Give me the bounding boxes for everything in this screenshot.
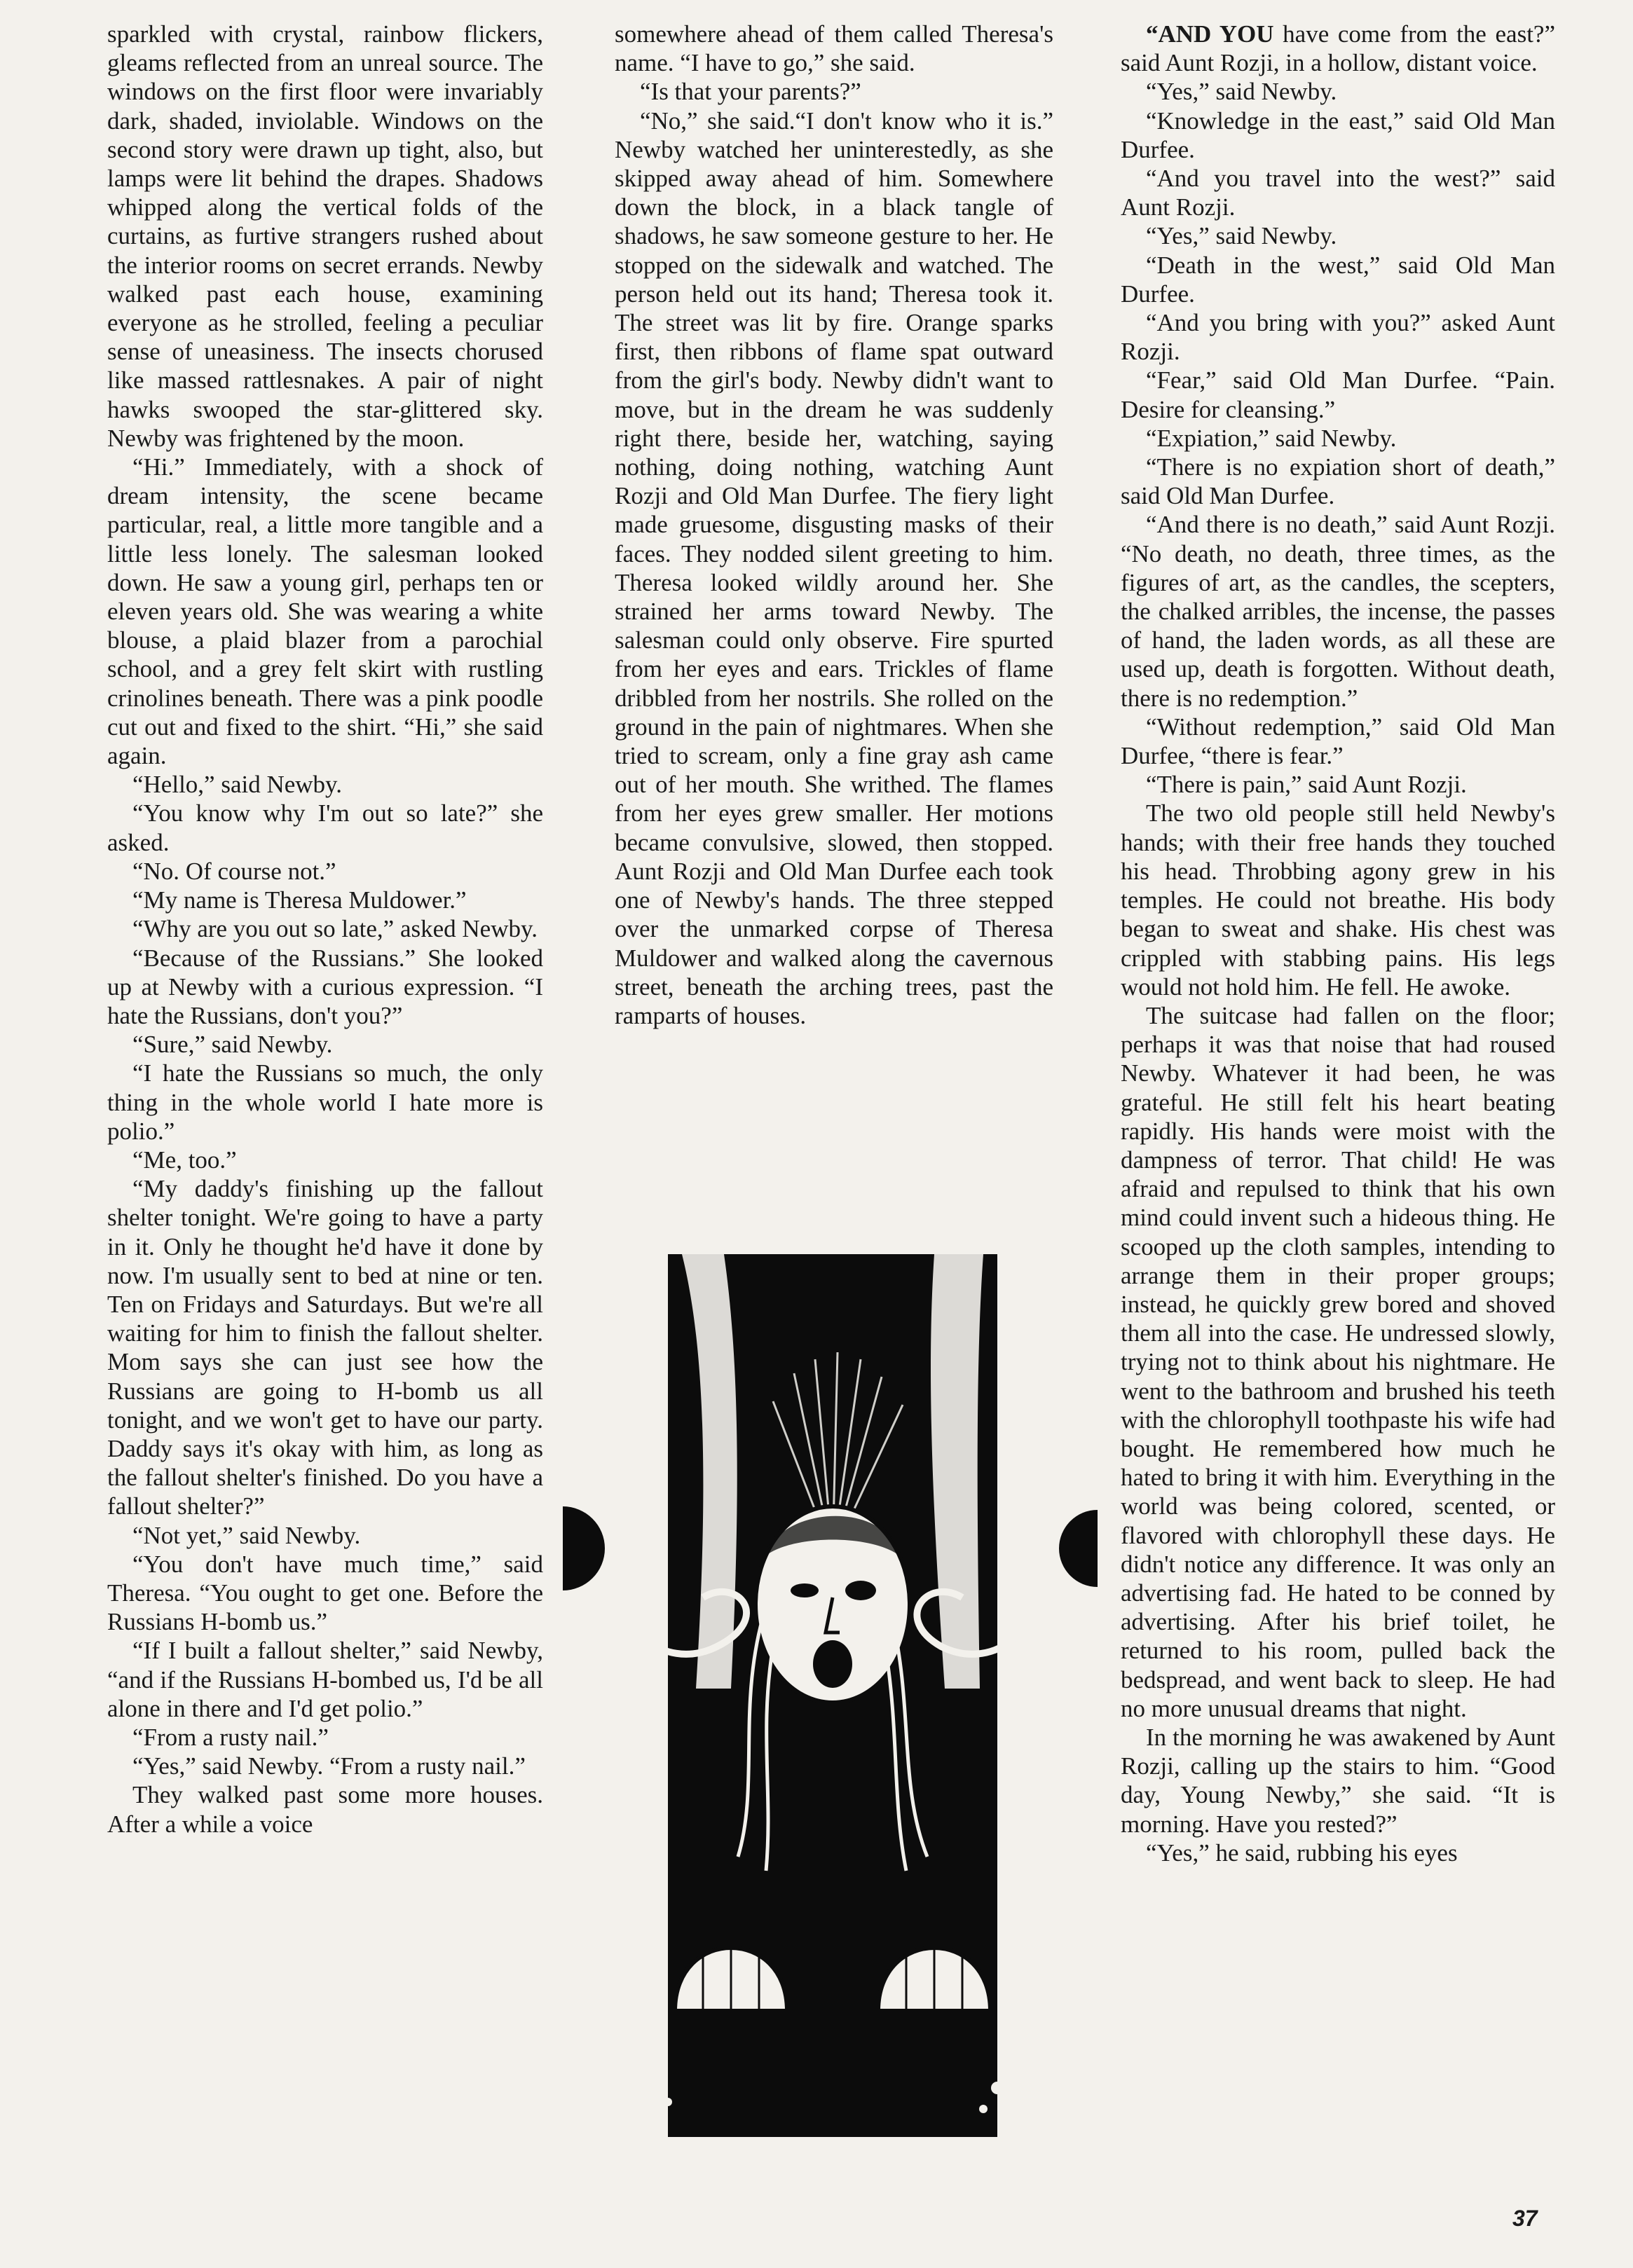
paragraph: “Without redemption,” said Old Man Durfee, “there is fear.”	[1121, 713, 1555, 770]
paragraph: “Sure,” said Newby.	[132, 1031, 333, 1059]
paragraph	[1121, 20, 1555, 77]
paragraph: “Expiation,” said Newby.	[1146, 424, 1397, 452]
paragraph: “Is that your parents?”	[640, 78, 861, 106]
text-column-3	[1121, 20, 1555, 1867]
paragraph: “Me, too.”	[132, 1146, 237, 1174]
paragraph: “No,” she said.“I don't know who it is.” Newby watched her uninterestedly, as she skipped away ahead of him. Somewhere down the block, in a black tangle of shadows, he saw someone gesture to her. He stopped on the sidewalk and watched. The person held out its hand; Theresa took it. The street was lit by fire. Orange sparks first, then ribbons of flame spat outward from the girl's body. Newby didn't want to move, but in the dream he was suddenly right there, beside her, watching, saying nothing, doing nothing, watching Aunt Rozji and Old Man Durfee. The fiery light made gruesome, disgusting masks of their faces. They nodded silent greeting to him. Theresa looked wildly around her. She strained her arms toward Newby. The salesman could only observe. Fire spurted from her eyes and ears. Trickles of flame dribbled from her nostrils. She rolled on the ground in the pain of nightmares. When she tried to scream, only a fine gray ash came out of her mouth. She writhed. The flames from her eyes grew smaller. Her motions became convulsive, slowed, then stopped. Aunt Rozji and Old Man Durfee each took one of Newby's hands. The three stepped over the unmarked corpse of Theresa Muldower and walked along the cavernous street, beneath the arching trees, past the ramparts of houses.	[615, 106, 1053, 1029]
paragraph: “No. Of course not.”	[132, 857, 336, 885]
section-lead-in: “AND YOU	[1146, 20, 1274, 48]
paragraph-text: have come from the east?” said Aunt Rozji, in a hollow, distant voice.	[1121, 20, 1555, 77]
paragraph: “Yes,” he said, rubbing his eyes	[1146, 1839, 1458, 1867]
paragraph: “From a rusty nail.”	[132, 1723, 329, 1751]
paragraph: The suitcase had fallen on the floor; perhaps it was that noise that had roused Newby. Whatever it had been, he was grateful. He still felt his heart beating rapidly. His hands were moist with the dampness of terror. That child! He was afraid and repulsed to think that his own mind could invent such a hideous thing. He scooped up the cloth samples, intending to arrange them in their proper groups; instead, he quickly grew bored and shoved them all into the case. He undressed slowly, trying not to think about his nightmare. He went to the bathroom and brushed his teeth with the chlorophyll toothpaste his wife had bought. He remembered how much he hated to bring it with him. Everything in the world was being colored, scented, or flavored with chlorophyll these days. He didn't notice any difference. It was only an advertising fad. He hated to be conned by advertising. After his brief toilet, he returned to his room, pulled back the bedspread, and went back to sleep. He had no more unusual dreams that night.	[1121, 1001, 1555, 1722]
paragraph: “My name is Theresa Muldower.”	[132, 886, 467, 914]
paragraph: In the morning he was awakened by Aunt Rozji, calling up the stairs to him. “Good day, Young Newby,” she said. “It is morning. Have you rested?”	[1121, 1723, 1555, 1838]
paragraph: “My daddy's finishing up the fallout shelter tonight. We're going to have a party in it. Only he thought he'd have it done by now. I'm usually sent to bed at nine or ten. Ten on Fridays and Saturdays. But we're all waiting for him to finish the fallout shelter. Mom says she can just see how the Russians are going to H-bomb us all tonight, and we won't get to have our party. Daddy says it's okay with him, as long as the fallout shelter's finished. Do you have a fallout shelter?”	[107, 1175, 543, 1520]
text-column-2	[615, 20, 1053, 1030]
paragraph: They walked past some more houses. After a while a voice	[107, 1781, 543, 1838]
girl-in-flames-illustration	[563, 1254, 1098, 2137]
paragraph: “And there is no death,” said Aunt Rozji. “No death, no death, three times, as the figures of art, as the candles, the scepters, the chalked arribles, the incense, the passes of hand, the laden words, as all these are used up, death is forgotten. Without death, there is no redemption.”	[1121, 511, 1555, 712]
paragraph: “There is pain,” said Aunt Rozji.	[1146, 771, 1467, 799]
paragraph: “And you bring with you?” asked Aunt Rozji.	[1121, 309, 1555, 366]
paragraph: The two old people still held Newby's hands; with their free hands they touched his head. Throbbing agony grew in his temples. He could not breathe. His body began to sweat and shake. His chest was crippled with stabbing pains. His legs would not hold him. He fell. He awoke.	[1121, 799, 1555, 1001]
paragraph: “There is no expiation short of death,” said Old Man Durfee.	[1121, 453, 1555, 510]
paragraph: sparkled with crystal, rainbow flickers, gleams reflected from an unreal source. The windows on the first floor were invariably dark, shaded, inviolable. Windows on the second story were drawn up tight, also, but lamps were lit behind the drapes. Shadows whipped along the vertical folds of the curtains, as furtive strangers rushed about the interior rooms on secret errands. Newby walked past each house, examining everyone as he strolled, feeling a peculiar sense of uneasiness. The insects chorused like massed rattlesnakes. A pair of night hawks swooped the star-glittered sky. Newby was frightened by the moon.	[107, 20, 543, 452]
paragraph: “You know why I'm out so late?” she asked.	[107, 799, 543, 856]
paragraph: “Not yet,” said Newby.	[132, 1521, 361, 1549]
paragraph: “You don't have much time,” said Theresa. “You ought to get one. Before the Russians H-bomb us.”	[107, 1550, 543, 1636]
paragraph: “Yes,” said Newby.	[1146, 78, 1337, 106]
paragraph: “Hi.” Immediately, with a shock of dream intensity, the scene became particular, real, a little more tangible and a little less lonely. The salesman looked down. He saw a young girl, perhaps ten or eleven years old. She was wearing a white blouse, a plaid blazer from a parochial school, and a grey felt skirt with rustling crinolines beneath. There was a pink poodle cut out and fixed to the shirt. “Hi,” she said again.	[107, 453, 543, 770]
paragraph: “Why are you out so late,” asked Newby.	[132, 915, 538, 943]
paragraph: “Hello,” said Newby.	[132, 771, 343, 799]
paragraph: “And you travel into the west?” said Aunt Rozji.	[1121, 165, 1555, 221]
paragraph: “Yes,” said Newby.	[1146, 222, 1337, 250]
page-number: 37	[1512, 2206, 1538, 2231]
text-column-1	[107, 20, 543, 1839]
paragraph: “If I built a fallout shelter,” said Newby, “and if the Russians H-bombed us, I'd be all alone in there and I'd get polio.”	[107, 1637, 543, 1722]
paragraph: “Yes,” said Newby. “From a rusty nail.”	[132, 1752, 526, 1780]
paragraph: somewhere ahead of them called Theresa's name. “I have to go,” she said.	[615, 20, 1053, 77]
paragraph: “Knowledge in the east,” said Old Man Durfee.	[1121, 106, 1555, 163]
paragraph: “Because of the Russians.” She looked up at Newby with a curious expression. “I hate the Russians, don't you?”	[107, 944, 543, 1029]
paragraph: “I hate the Russians so much, the only thing in the whole world I hate more is polio.”	[107, 1059, 543, 1145]
paragraph: “Fear,” said Old Man Durfee. “Pain. Desire for cleansing.”	[1121, 366, 1555, 423]
paragraph: “Death in the west,” said Old Man Durfee.	[1121, 251, 1555, 308]
